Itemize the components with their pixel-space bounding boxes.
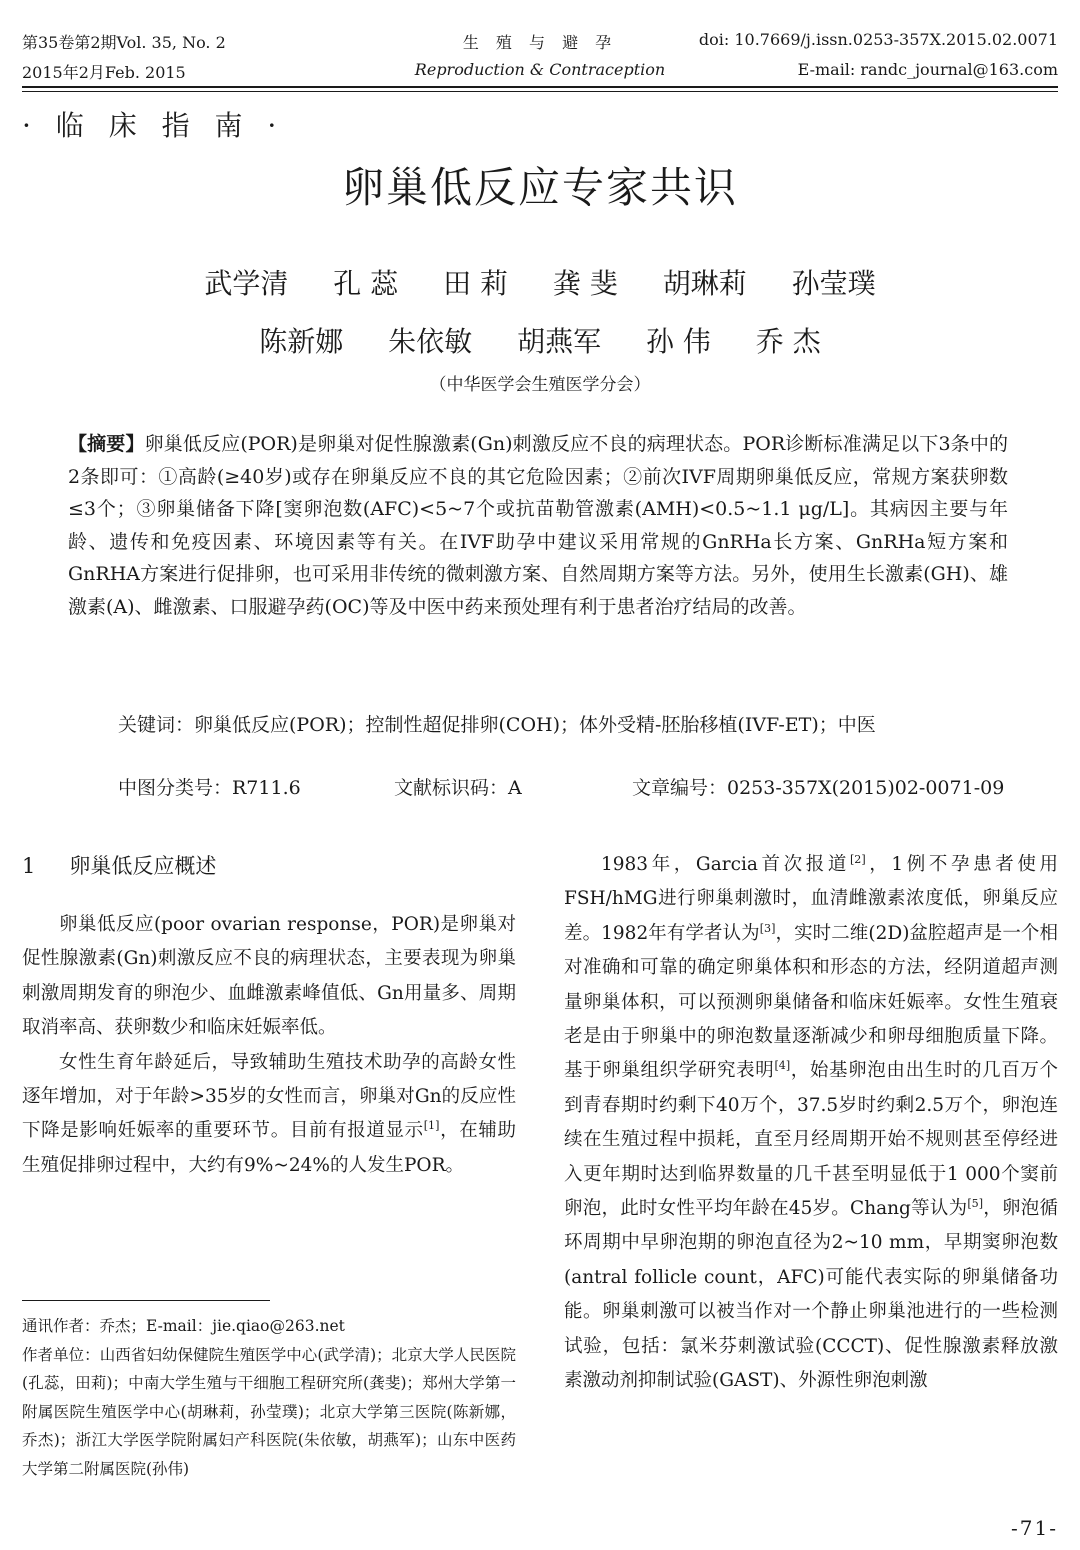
author-name: 武学清 bbox=[204, 267, 289, 300]
abstract-text: 卵巢低反应(POR)是卵巢对促性腺激素(Gn)刺激反应不良的病理状态。POR诊断标准满足以下3条中的2条即可：①高龄(≥40岁)或存在卵巢反应不良的其它危险因素；②前次IVF周期卵巢低反应，常规方案获卵数≤3个；③卵巢储备下降[窦卵泡数(AFC)<5~7个或抗苗勒管激素(AMH)<0.5~1.1 μg/L]。其病因主要与年龄、遗传和免疫因素、环境因素等有关。在IVF助孕中建议采用常规的GnRHa长方案、GnRHa短方案和GnRHA方案进行促排卵，也可采用非传统的微刺激方案、自然周期方案等方法。另外，使用生长激素(GH)、雄激素(A)、雌激素、口服避孕药(OC)等及中医中药来预处理有利于患者治疗结局的改善。 bbox=[68, 433, 1008, 618]
article-number: 文章编号：0253-357X(2015)02-0071-09 bbox=[632, 777, 1005, 799]
author-name: 胡琳莉 bbox=[662, 267, 747, 300]
body-paragraph: 卵巢低反应(poor ovarian response，POR)是卵巢对促性腺激素(Gn)刺激反应不良的病理状态，主要表现为卵巢刺激周期发育的卵泡少、血雌激素峰值低、Gn用量多、周期取消率高、获卵数少和临床妊娠率低。 bbox=[22, 914, 516, 1039]
citation-ref: [3] bbox=[759, 921, 776, 935]
abstract-label: 【摘要】 bbox=[68, 433, 145, 455]
journal-name-cn: 生 殖 与 避 孕 bbox=[462, 33, 618, 52]
body-paragraph: 女性生育年龄延后，导致辅助生殖技术助孕的高龄女性逐年增加，对于年龄>35岁的女性而言，卵巢对Gn的反应性下降是影响妊娠率的重要环节。目前有报道显示[1]，在辅助生殖促排卵过程中，大约有9%~24%的人发生POR。 bbox=[22, 1051, 516, 1176]
journal-email: E-mail: randc_journal@163.com bbox=[797, 60, 1058, 79]
author-units: 作者单位：山西省妇幼保健院生殖医学中心(武学清)；北京大学人民医院(孔蕊，田莉)；中南大学生殖与干细胞工程研究所(龚斐)；郑州大学第一附属医院生殖医学中心(胡琳莉，孙莹璞)；北京大学第三医院(陈新娜，乔杰)；浙江大学医学院附属妇产科医院(朱依敏，胡燕军)；山东中医药大学第二附属医院(孙伟) bbox=[22, 1345, 516, 1478]
section-number: 1 bbox=[22, 854, 36, 878]
authors-row-1 bbox=[0, 262, 1080, 302]
clc-number: 中图分类号：R711.6 bbox=[118, 777, 301, 799]
left-column bbox=[22, 908, 516, 1183]
citation-ref: [4] bbox=[774, 1059, 791, 1073]
page-number: -71- bbox=[1011, 1516, 1058, 1540]
section-title: 卵巢低反应概述 bbox=[69, 854, 217, 878]
section-tag: · 临 床 指 南 · bbox=[22, 109, 285, 142]
document-code: 文献标识码：A bbox=[394, 777, 522, 799]
author-name: 孙莹璞 bbox=[791, 267, 876, 300]
author-name: 朱依敏 bbox=[388, 325, 473, 358]
header-rule-thick bbox=[22, 86, 1058, 88]
author-name: 孙 伟 bbox=[646, 325, 711, 358]
author-name: 胡燕军 bbox=[517, 325, 602, 358]
header-rule-thin bbox=[22, 91, 1058, 92]
author-name: 田 莉 bbox=[443, 267, 508, 300]
author-name: 龚 斐 bbox=[552, 267, 618, 300]
author-name: 孔 蕊 bbox=[333, 267, 399, 300]
author-name: 乔 杰 bbox=[755, 325, 821, 358]
doi: doi: 10.7669/j.issn.0253-357X.2015.02.0071 bbox=[698, 30, 1058, 49]
right-column bbox=[564, 848, 1058, 1399]
authors-row-2 bbox=[0, 320, 1080, 360]
article-title: 卵巢低反应专家共识 bbox=[341, 163, 738, 212]
journal-name-en: Reproduction & Contraception bbox=[414, 60, 666, 79]
citation-ref: [1] bbox=[423, 1119, 440, 1133]
keywords: 关键词：卵巢低反应(POR)；控制性超促排卵(COH)；体外受精-胚胎移植(IVF-ET)；中医 bbox=[118, 714, 876, 736]
citation-ref: [5] bbox=[967, 1196, 984, 1210]
footnote-rule bbox=[22, 1300, 270, 1301]
journal-date: 2015年2月Feb. 2015 bbox=[22, 63, 186, 82]
body-paragraph: 1983年，Garcia首次报道[2]，1例不孕患者使用FSH/hMG进行卵巢刺激时，血清雌激素浓度低，卵巢反应差。1982年有学者认为[3]，实时二维(2D)盆腔超声是一个相对准确和可靠的确定卵巢体积和形态的方法，经阴道超声测量卵巢体积，可以预测卵巢储备和临床妊娠率。女性生殖衰老是由于卵巢中的卵泡数量逐渐减少和卵母细胞质量下降。基于卵巢组织学研究表明[4]，始基卵泡由出生时的几百万个到青春期时约剩下40万个，37.5岁时约剩2.5万个，卵泡连续在生殖过程中损耗，直至月经周期开始不规则甚至停经进入更年期时达到临界数量的几千甚至明显低于1 000个窦前卵泡，此时女性平均年龄在45岁。Chang等认为[5]，卵泡循环周期中早卵泡期的卵泡直径为2~10 mm，早期窦卵泡数(antral follicle count，AFC)可能代表实际的卵巢储备功能。卵巢刺激可以被当作对一个静止卵巢池进行的一些检测试验，包括：氯米芬刺激试验(CCCT)、促性腺激素释放激素激动剂抑制试验(GAST)、外源性卵泡刺激 bbox=[564, 852, 1058, 1392]
journal-volume-issue: 第35卷第2期Vol. 35, No. 2 bbox=[22, 33, 226, 52]
author-name: 陈新娜 bbox=[259, 325, 344, 358]
corresponding-author: 通讯作者：乔杰；E-mail：jie.qiao@263.net bbox=[22, 1317, 345, 1335]
footnote bbox=[22, 1312, 516, 1483]
citation-ref: [2] bbox=[849, 852, 866, 866]
abstract bbox=[68, 428, 1008, 623]
section-heading bbox=[22, 850, 216, 880]
author-affiliation: （中华医学会生殖医学分会） bbox=[429, 375, 651, 395]
